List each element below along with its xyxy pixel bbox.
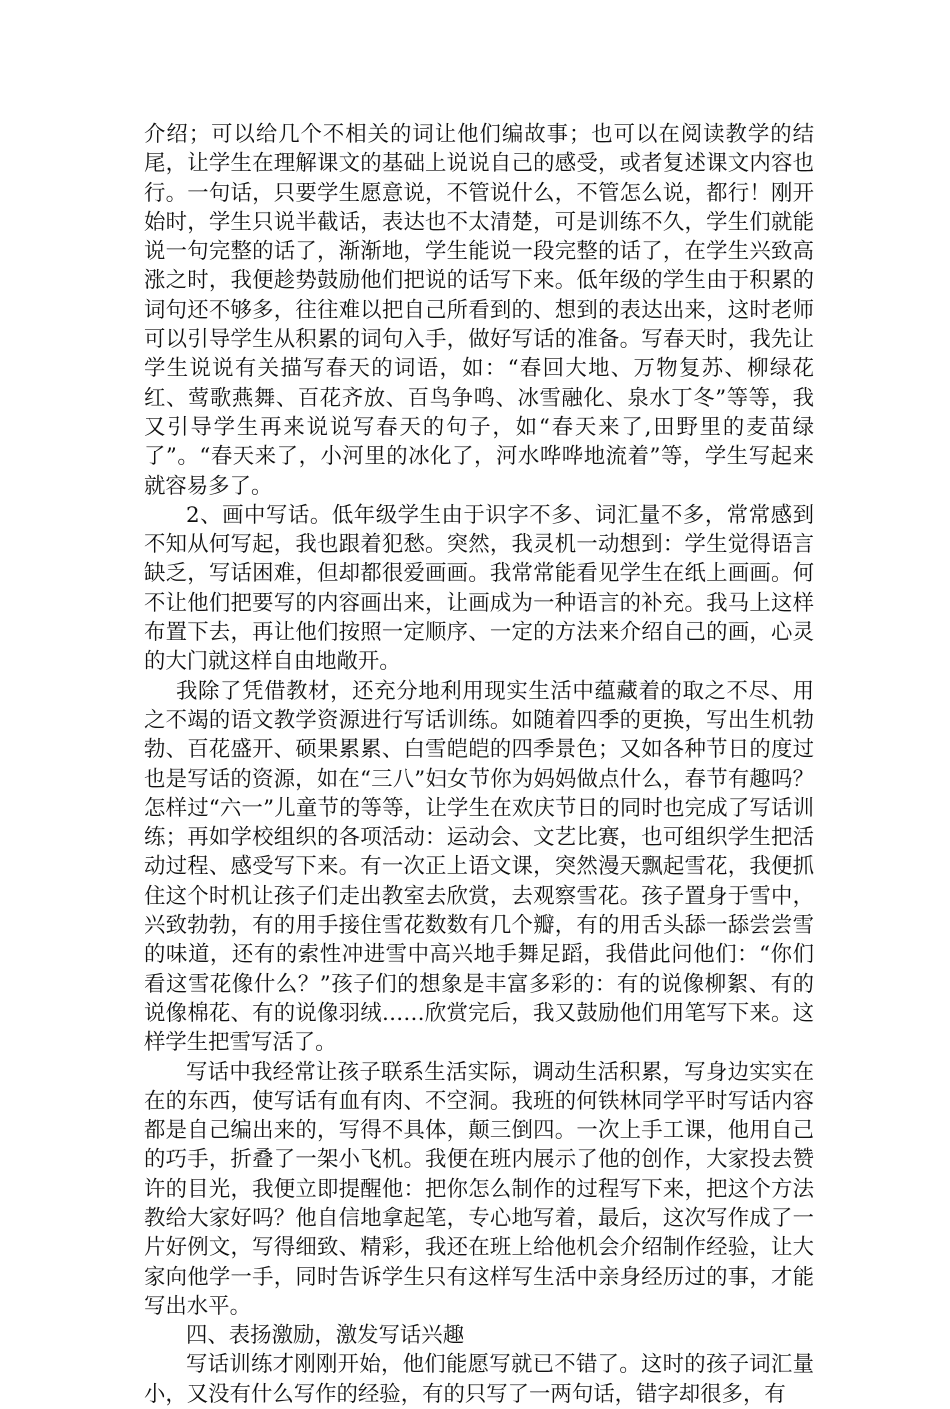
paragraph-drawing-writing: 2、画中写话。低年级学生由于识字不多、词汇量不多，常常感到不知从何写起，我也跟着犯愁。突然，我灵机一动想到：学生觉得语言缺乏，写话困难，但却都很爱画画。我常常能看见学生在纸上画画。何不让他们把要写的内容画出来，让画成为一种语言的补充。我马上这样布置下去，再让他们按照一定顺序、一定的方法来介绍自己的画，心灵的大门就这样自由地敞开。 — [144, 502, 814, 675]
paragraph-praise-start: 写话训练才刚刚开始，他们能愿写就已不错了。这时的孩子词汇量小，又没有什么写作的经验，有的只写了一两句话，错字却很多，有 — [144, 1352, 814, 1407]
paragraph-real-life: 写话中我经常让孩子联系生活实际，调动生活积累，写身边实实在在的东西，使写话有血有肉、不空洞。我班的何铁林同学平时写话内容都是自己编出来的，写得不具体，颠三倒四。一次上手工课，他用自己的巧手，折叠了一架小飞机。我便在班内展示了他的创作，大家投去赞许的目光，我便立即提醒他：把你怎么制作的过程写下来，把这个方法教给大家好吗？他自信地拿起笔，专心地写着，最后，这次写作成了一片好例文，写得细致、精彩，我还在班上给他机会介绍制作经验，让大家向他学一手，同时告诉学生只有这样写生活中亲身经历过的事，才能写出水平。 — [144, 1059, 814, 1319]
paragraph-intro-continuation: 介绍；可以给几个不相关的词让他们编故事；也可以在阅读教学的结尾，让学生在理解课文的基础上说说自己的感受，或者复述课文内容也行。一句话，只要学生愿意说，不管说什么，不管怎么说，都行！刚开始时，学生只说半截话，表达也不太清楚，可是训练不久，学生们就能说一句完整的话了，渐渐地，学生能说一段完整的话了，在学生兴致高涨之时，我便趁势鼓励他们把说的话写下来。低年级的学生由于积累的词句还不够多，往往难以把自己所看到的、想到的表达出来，这时老师可以引导学生从积累的词句入手，做好写话的准备。写春天时，我先让学生说说有关描写春天的词语，如：“春回大地、万物复苏、柳绿花红、莺歌燕舞、百花齐放、百鸟争鸣、冰雪融化、泉水丁冬”等等，我又引导学生再来说说写春天的句子，如“春天来了,田野里的麦苗绿了”。“春天来了，小河里的冰化了，河水哗哗地流着”等，学生写起来就容易多了。 — [144, 122, 814, 499]
document-page — [144, 120, 814, 1409]
section-heading-praise: 四、表扬激励，激发写话兴趣 — [186, 1323, 465, 1349]
paragraph-life-resources: 我除了凭借教材，还充分地利用现实生活中蕴藏着的取之不尽、用之不竭的语文教学资源进行写话训练。如随着四季的更换，写出生机勃勃、百花盛开、硕果累累、白雪皑皑的四季景色；又如各种节日的度过也是写话的资源，如在“三八”妇女节你为妈妈做点什么，春节有趣吗？怎样过“六一”儿童节的等等，让学生在欢庆节日的同时也完成了写话训练；再如学校组织的各项活动：运动会、文艺比赛，也可组织学生把活动过程、感受写下来。有一次正上语文课，突然漫天飘起雪花，我便抓住这个时机让孩子们走出教室去欣赏，去观察雪花。孩子置身于雪中，兴致勃勃，有的用手接住雪花数数有几个瓣，有的用舌头舔一舔尝尝雪的味道，还有的索性冲进雪中高兴地手舞足蹈，我借此问他们：“你们看这雪花像什么？”孩子们的想象是丰富多彩的：有的说像柳絮、有的说像棉花、有的说像羽绒……欣赏完后，我又鼓励他们用笔写下来。这样学生把雪写活了。 — [144, 678, 814, 1056]
